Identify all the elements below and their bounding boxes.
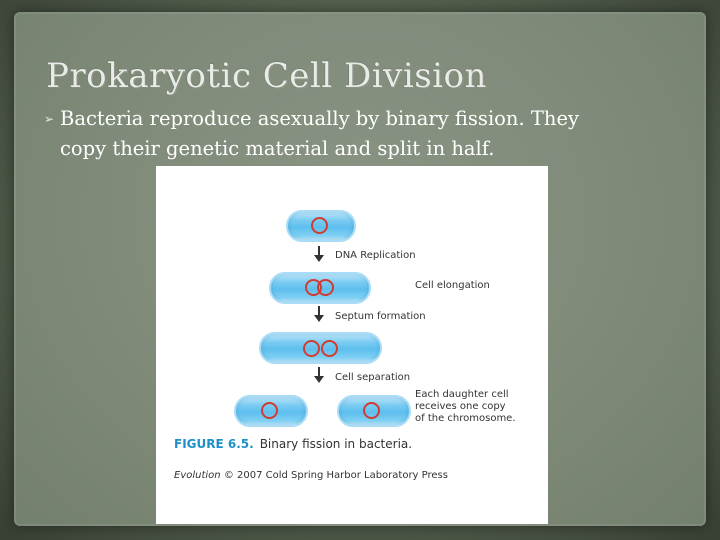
figure-caption-text: Binary fission in bacteria. — [259, 437, 413, 451]
arrow-down-icon — [318, 246, 320, 260]
chromosome-icon — [261, 402, 278, 419]
bullet-arrow-icon: ➢ — [44, 112, 55, 126]
credit-publisher: © 2007 Cold Spring Harbor Laboratory Press — [223, 470, 448, 481]
daughter-note-line: receives one copy — [415, 401, 506, 412]
chromosome-icon — [303, 340, 320, 357]
label-dna-replication: DNA Replication — [335, 250, 416, 261]
chromosome-icon — [363, 402, 380, 419]
chromosome-icon — [311, 217, 328, 234]
credit-book-title: Evolution — [174, 470, 221, 481]
figure-credit — [174, 470, 448, 481]
arrow-down-icon — [318, 306, 320, 320]
daughter-note-line: Each daughter cell — [415, 389, 509, 400]
chromosome-icon — [321, 340, 338, 357]
label-cell-elongation: Cell elongation — [415, 280, 490, 291]
daughter-note-line: of the chromosome. — [415, 413, 516, 424]
slide-title: Prokaryotic Cell Division — [46, 56, 487, 96]
chromosome-icon — [317, 279, 334, 296]
arrow-down-icon — [318, 367, 320, 381]
bullet-text — [44, 104, 684, 163]
label-cell-separation: Cell separation — [335, 372, 411, 383]
binary-fission-figure — [156, 166, 548, 524]
bullet-line-2: copy their genetic material and split in half. — [60, 137, 495, 160]
figure-number: FIGURE 6.5. — [174, 437, 254, 451]
label-septum-formation: Septum formation — [335, 311, 426, 322]
bullet-line-1: Bacteria reproduce asexually by binary fission. They — [60, 107, 579, 130]
figure-caption — [174, 437, 412, 451]
label-daughter-note — [415, 389, 535, 425]
